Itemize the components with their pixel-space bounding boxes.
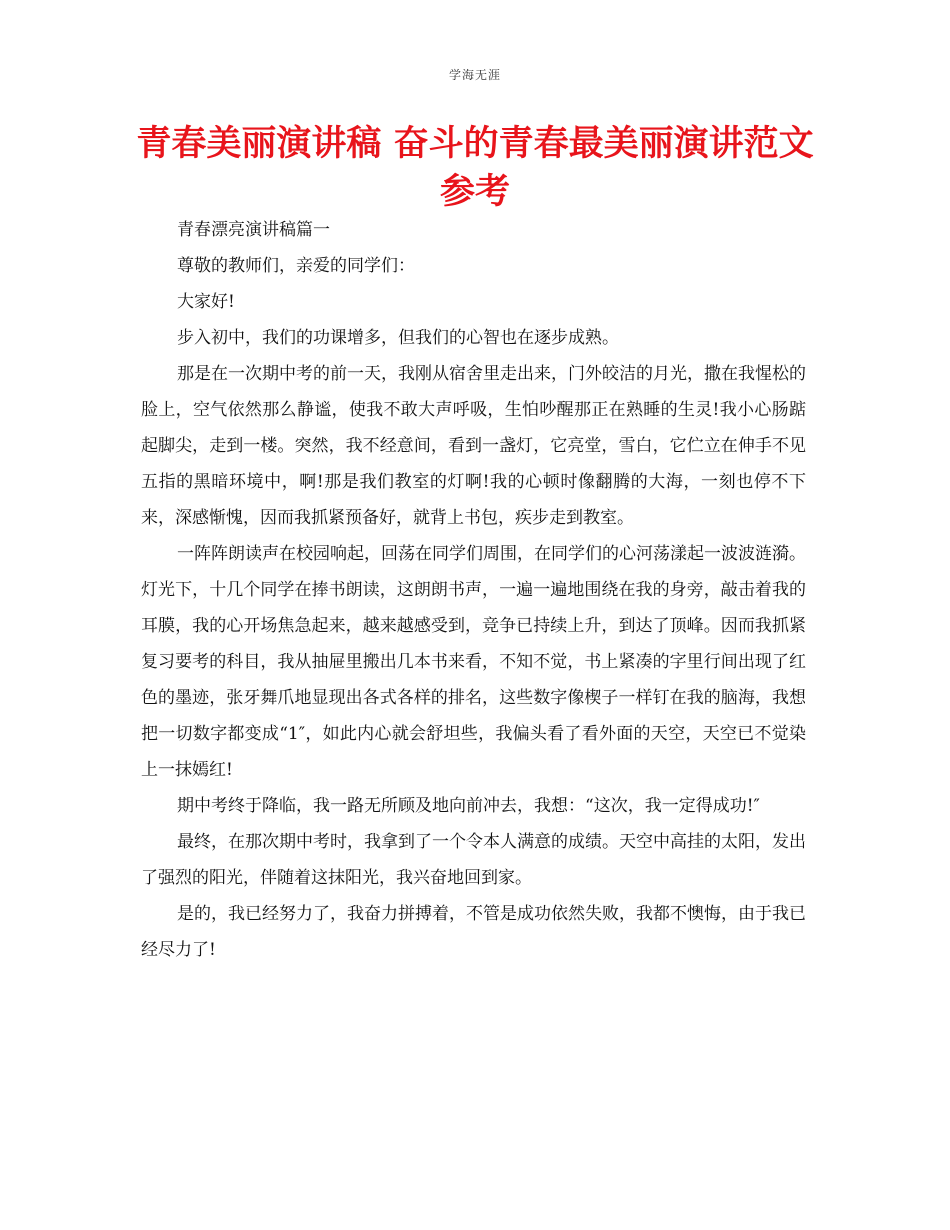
document-title: 青春美丽演讲稿 奋斗的青春最美丽演讲范文参考 [136,124,814,212]
greeting: 大家好! [177,292,235,312]
paragraph: 最终，在那次期中考时，我拿到了一个令本人满意的成绩。天空中高挂的太阳，发出了强烈的阳光，伴随着这抹阳光，我兴奋地回到家。 [141,832,806,888]
paragraph: 步入初中，我们的功课增多，但我们的心智也在逐步成熟。 [177,328,619,348]
paragraph: 一阵阵朗读声在校园响起，回荡在同学们周围，在同学们的心河荡漾起一波波涟漪。灯光下，十几个同学在捧书朗读，这朗朗书声，一遍一遍地围绕在我的身旁，敲击着我的耳膜，我的心开场焦急起来，越来越感受到，竞争已持续上升，到达了顶峰。因而我抓紧复习要考的科目，我从抽屉里搬出几本书来看，不知不觉，书上紧凑的字里行间出现了红色的墨迹，张牙舞爪地显现出各式各样的排名，这些数字像楔子一样钉在我的脑海，我想把一切数字都变成“1″，如此内心就会舒坦些，我偏头看了看外面的天空，天空已不觉染上一抹嫣红! [141,544,806,780]
section-heading: 青春漂亮演讲稿篇一 [177,220,330,240]
paragraph: 是的，我已经努力了，我奋力拼搏着，不管是成功依然失败，我都不懊悔，由于我已经尽力了! [141,904,806,960]
page-header: 学海无涯 [448,68,501,82]
document-body [141,212,806,968]
paragraph: 那是在一次期中考的前一天，我刚从宿舍里走出来，门外皎洁的月光，撒在我惺松的脸上，空气依然那么静谧，使我不敢大声呼吸，生怕吵醒那正在熟睡的生灵!我小心肠踮起脚尖，走到一楼。突然，我不经意间，看到一盏灯，它亮堂，雪白，它伫立在伸手不见五指的黑暗环境中，啊!那是我们教室的灯啊!我的心顿时像翻腾的大海，一刻也停不下来，深感惭愧，因而我抓紧预备好，就背上书包，疾步走到教室。 [141,364,806,528]
salutation: 尊敬的教师们，亲爱的同学们： [177,256,415,276]
paragraph: 期中考终于降临，我一路无所顾及地向前冲去，我想：“这次，我一定得成功!″ [177,796,760,816]
